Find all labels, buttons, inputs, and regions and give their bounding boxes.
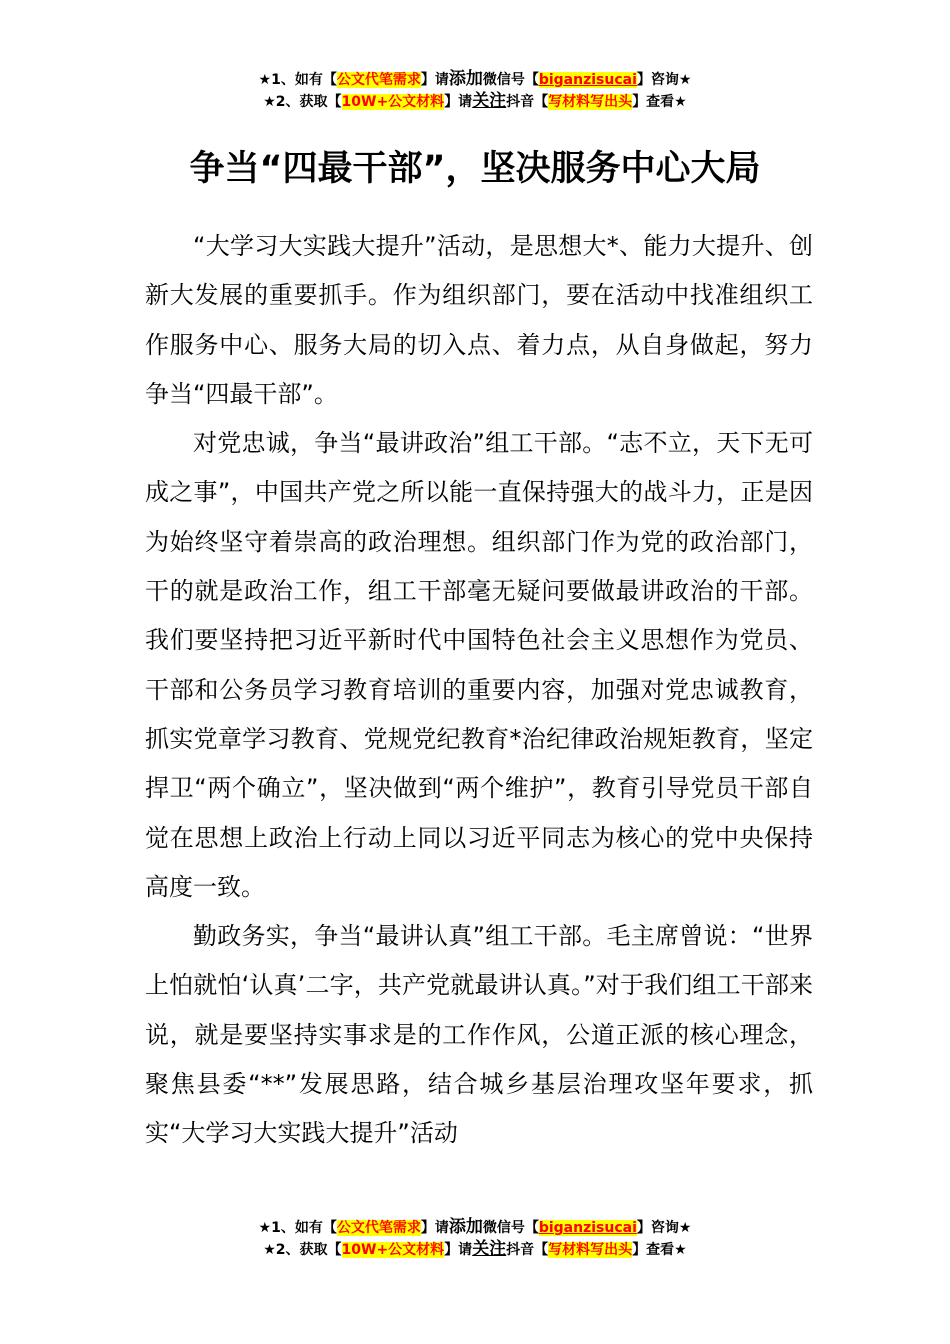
- promo-footer: [0, 1216, 950, 1260]
- promo-highlight: 公文代笔需求: [336, 72, 421, 88]
- promo-wechat-id: biganzisucai: [538, 1220, 637, 1236]
- promo-text: 】请: [444, 94, 473, 110]
- promo-text: 抖音【: [506, 94, 549, 110]
- paragraph: 勤政务实，争当“最讲认真”组工干部。毛主席曾说：“世界上怕就怕‘认真’二字，共产党就最讲认真。”对于我们组工干部来说，就是要坚持实事求是的工作作风，公道正派的核心理念，聚焦县委“**”发展思路，结合城乡基层治理攻坚年要求，抓实“大学习大实践大提升”活动: [145, 922, 813, 1148]
- promo-line-2: [0, 1238, 950, 1260]
- promo-emphasis: 关注: [472, 91, 507, 111]
- promo-text: 】咨询★: [636, 72, 692, 88]
- promo-text: 】查看★: [632, 94, 687, 110]
- promo-highlight: 公文代笔需求: [336, 1220, 421, 1236]
- promo-text: 抖音【: [506, 1242, 549, 1258]
- promo-text: ★1、如有【: [258, 72, 337, 88]
- document-title: 争当“四最干部”，坚决服务中心大局: [189, 149, 761, 189]
- promo-douyin-account: 写材料写出头: [548, 1242, 633, 1258]
- promo-emphasis: 关注: [472, 1239, 507, 1259]
- promo-text: 】请: [420, 72, 449, 88]
- promo-header: [0, 68, 950, 112]
- promo-text: 】请: [444, 1242, 473, 1258]
- paragraph: 对党忠诚，争当“最讲政治”组工干部。“志不立，天下无可成之事”，中国共产党之所以能一直保持强大的战斗力，正是因为始终坚守着崇高的政治理想。组织部门作为党的政治部门，干的就是政治工作，组工干部毫无疑问要做最讲政治的干部。我们要坚持把习近平新时代中国特色社会主义思想作为党员、干部和公务员学习教育培训的重要内容，加强对党忠诚教育，抓实党章学习教育、党规党纪教育*治纪律政治规矩教育，坚定捍卫“两个确立”，坚决做到“两个维护”，教育引导党员干部自觉在思想上政治上行动上同以习近平同志为核心的党中央保持高度一致。: [145, 429, 813, 901]
- promo-text: 】咨询★: [636, 1220, 692, 1236]
- promo-text: 】查看★: [632, 1242, 687, 1258]
- promo-line-1: [0, 1216, 950, 1238]
- promo-highlight: 10W+公文材料: [341, 94, 445, 110]
- paragraph: “大学习大实践大提升”活动，是思想大*、能力大提升、创新大发展的重要抓手。作为组织部门，要在活动中找准组织工作服务中心、服务大局的切入点、着力点，从自身做起，努力争当“四最干部”。: [145, 232, 813, 408]
- promo-text: ★2、获取【: [263, 1242, 342, 1258]
- promo-douyin-account: 写材料写出头: [548, 94, 633, 110]
- promo-text: ★2、获取【: [263, 94, 342, 110]
- promo-text: 】请: [420, 1220, 449, 1236]
- promo-emphasis: 添加: [448, 69, 483, 89]
- promo-text: 微信号【: [482, 1220, 539, 1236]
- promo-highlight: 10W+公文材料: [341, 1242, 445, 1258]
- promo-wechat-id: biganzisucai: [538, 72, 637, 88]
- promo-line-2: [0, 90, 950, 112]
- document-body: [145, 222, 813, 1159]
- promo-text: ★1、如有【: [258, 1220, 337, 1236]
- promo-line-1: [0, 68, 950, 90]
- promo-emphasis: 添加: [448, 1217, 483, 1237]
- promo-text: 微信号【: [482, 72, 539, 88]
